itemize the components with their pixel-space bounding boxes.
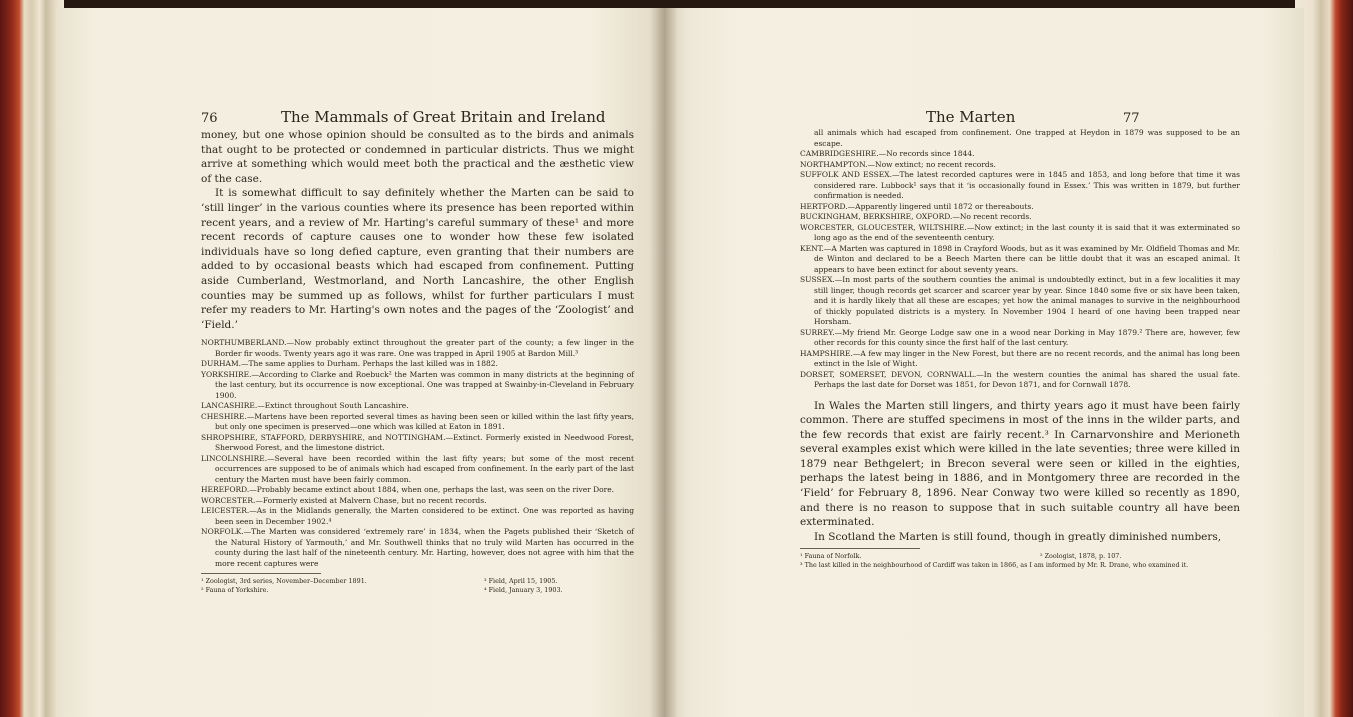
footnote: ¹ Zoologist, 3rd series, November–December 1891. (201, 577, 367, 586)
left-page-number: 76 (201, 111, 218, 126)
county-entry: NORFOLK.—The Marten was considered ‘extremely rare’ in 1834, when the Pagets published their ‘Sketch of the Natural History of Yarmouth,’ and Mr. Southwell thinks that no truly wild Marten has occurred in the county during the last half of the nineteenth century. Mr. Harting, however, does not agree with him that the more recent captures were (201, 527, 634, 568)
right-text-block (800, 128, 1240, 570)
right-running-head: The Marten (926, 108, 1016, 126)
left-binding-edge (0, 0, 64, 717)
right-page (664, 8, 1304, 717)
county-entry: SUFFOLK AND ESSEX.—The latest recorded captures were in 1845 and 1853, and long before that time it was considered rare. Lubbock¹ says that it ‘is occasionally found in Essex.’ This was written in 1879, but further confirmation is needed. (800, 170, 1240, 200)
county-entry: HEREFORD.—Probably became extinct about 1884, when one, perhaps the last, was seen on the river Dore. (201, 485, 615, 495)
footnote: ² Fauna of Yorkshire. (201, 585, 269, 594)
footnote: ¹ Fauna of Norfolk. (800, 552, 862, 561)
county-entry: NORTHUMBERLAND.—Now probably extinct throughout the greater part of the county; a few linger in the Border fir woods. Twenty years ago it was rare. One was trapped in April 1905 at Bardon Mill.³ (201, 338, 634, 358)
left-paragraph-2: It is somewhat difficult to say definitely whether the Marten can be said to ‘still linger’ in the various counties where its presence has been reported within recent years, and a review of Mr. Harting's careful summary of these¹ and more recent records of capture causes one to wonder how these few isolated individuals have so long defied capture, even granting that their numbers are added to by occasional beasts which had escaped from confinement. Putting aside Cumberland, Westmorland, and North Lancashire, the other English counties may be summed up as follows, whilst for further particulars I must refer my readers to Mr. Harting's own notes and the pages of the ‘Zoologist’ and ‘Field.’ (201, 187, 634, 331)
right-paragraph-1: In Wales the Marten still lingers, and thirty years ago it must have been fairly common. There are stuffed specimens in most of the inns in the wilder parts, and the few records that exist are fairly recent.³ In Carnarvonshire and Merioneth several examples exist which were killed in the late seventies; three were killed in 1879 near Bethgelert; in Brecon several were seen or killed in the eighties, perhaps the latest being in 1886, and in Montgomery three are recorded in the ‘Field’ for February 8, 1896. Near Conway two were killed so recently as 1890, and there is no reason to suppose that in such suitable country all have been exterminated. (800, 399, 1240, 529)
footnote: ⁴ Field, January 3, 1903. (484, 585, 563, 594)
left-footnote-rule (201, 573, 321, 574)
county-entry: LINCOLNSHIRE.—Several have been recorded within the last fifty years; but some of the most recent occurrences are supposed to be of animals which had escaped from confinement. In the early part of the last century the Marten must have been fairly common. (201, 453, 634, 484)
book-gutter-shadow (650, 8, 678, 717)
book-top-edge (0, 0, 1353, 8)
right-county-list (800, 128, 1240, 391)
county-entry: NORTHAMPTON.—Now extinct; no recent records. (800, 159, 996, 169)
county-entry: LEICESTER.—As in the Midlands generally, the Marten considered to be extinct. One was reported as having been seen in December 1902.⁴ (201, 506, 634, 526)
left-county-list (201, 338, 634, 569)
right-body-text (800, 399, 1240, 545)
county-entry: BUCKINGHAM, BERKSHIRE, OXFORD.—No recent records. (800, 212, 1032, 221)
left-text-block (201, 128, 634, 595)
footnote-row (201, 586, 634, 595)
county-entry: WORCESTER, GLOUCESTER, WILTSHIRE.—Now extinct; in the last county it is said that it was exterminated so long ago as the end of the seventeenth century. (800, 222, 1240, 242)
footnote: ³ Field, April 15, 1905. (484, 577, 558, 586)
county-entry: DURHAM.—The same applies to Durham. Perhaps the last killed was in 1882. (201, 359, 498, 369)
right-footnote-rule (800, 548, 920, 549)
right-footnotes (800, 552, 1240, 569)
county-entry: WORCESTER.—Formerly existed at Malvern Chase, but no recent records. (201, 495, 487, 505)
county-entry: YORKSHIRE.—According to Clarke and Roebuck² the Marten was common in many districts at the beginning of the last century, but its occurrence is now exceptional. One was trapped at Swainby-in-Cleveland in February 1900. (201, 369, 634, 400)
county-entry: SURREY.—My friend Mr. George Lodge saw one in a wood near Dorking in May 1879.² There are, however, few other records for this county since the first half of the last century. (800, 327, 1240, 347)
footnote: ² Zoologist, 1878, p. 107. (1040, 552, 1122, 561)
county-entry: all animals which had escaped from confinement. One trapped at Heydon in 1879 was supposed to be an escape. (814, 128, 1240, 148)
left-page (56, 8, 665, 717)
footnote-row (201, 577, 634, 586)
county-entry: SHROPSHIRE, STAFFORD, DERBYSHIRE, and NOTTINGHAM.—Extinct. Formerly existed in Needwood Forest, Sherwood Forest, and the limestone district. (201, 432, 634, 453)
county-entry: LANCASHIRE.—Extinct throughout South Lancashire. (201, 401, 409, 411)
left-footnotes (201, 577, 634, 594)
left-paragraph-1: money, but one whose opinion should be consulted as to the birds and animals that ought to be protected or condemned in particular districts. Thus we might arrive at something which would meet both the practical and the æsthetic view of the case. (201, 129, 634, 185)
right-page-number: 77 (1123, 111, 1140, 126)
county-entry: HAMPSHIRE.—A few may linger in the New Forest, but there are no recent records, and the animal has long been extinct in the Isle of Wight. (800, 348, 1240, 368)
county-entry: DORSET, SOMERSET, DEVON, CORNWALL.—In the western counties the animal has shared the usual fate. Perhaps the last date for Dorset was 1851, for Devon 1871, and for Cornwall 1878. (800, 369, 1240, 389)
county-entry: KENT.—A Marten was captured in 1898 in Crayford Woods, but as it was examined by Mr. Oldfield Thomas and Mr. de Winton and declared to be a Beech Marten there can be little doubt that it was an escaped animal. It appears to have been extinct for about seventy years. (800, 243, 1240, 274)
left-running-head: The Mammals of Great Britain and Ireland (281, 108, 606, 126)
footnote-row (800, 552, 1240, 561)
right-paragraph-2: In Scotland the Marten is still found, though in greatly diminished numbers, (814, 530, 1222, 543)
county-entry: CHESHIRE.—Martens have been reported several times as having been seen or killed within the last fifty years, but only one specimen is preserved—one which was killed at Eaton in 1891. (201, 411, 634, 432)
county-entry: SUSSEX.—In most parts of the southern counties the animal is undoubtedly extinct, but in a few localities it may still linger, though records get scarcer and scarcer year by year. Since 1840 some five or six have been taken, and it is hardly likely that all these are escapes; yet how the animal manages to survive in the neighbourhood of thickly populated districts is a mystery. In November 1904 I heard of one having been trapped near Horsham. (800, 275, 1240, 326)
county-entry: CAMBRIDGESHIRE.—No records since 1844. (800, 149, 975, 158)
footnote: ³ The last killed in the neighbourhood of Cardiff was taken in 1866, as I am informed by Mr. R. Drane, who examined it. (800, 561, 1189, 570)
county-entry: HERTFORD.—Apparently lingered until 1872 or thereabouts. (800, 201, 1034, 211)
